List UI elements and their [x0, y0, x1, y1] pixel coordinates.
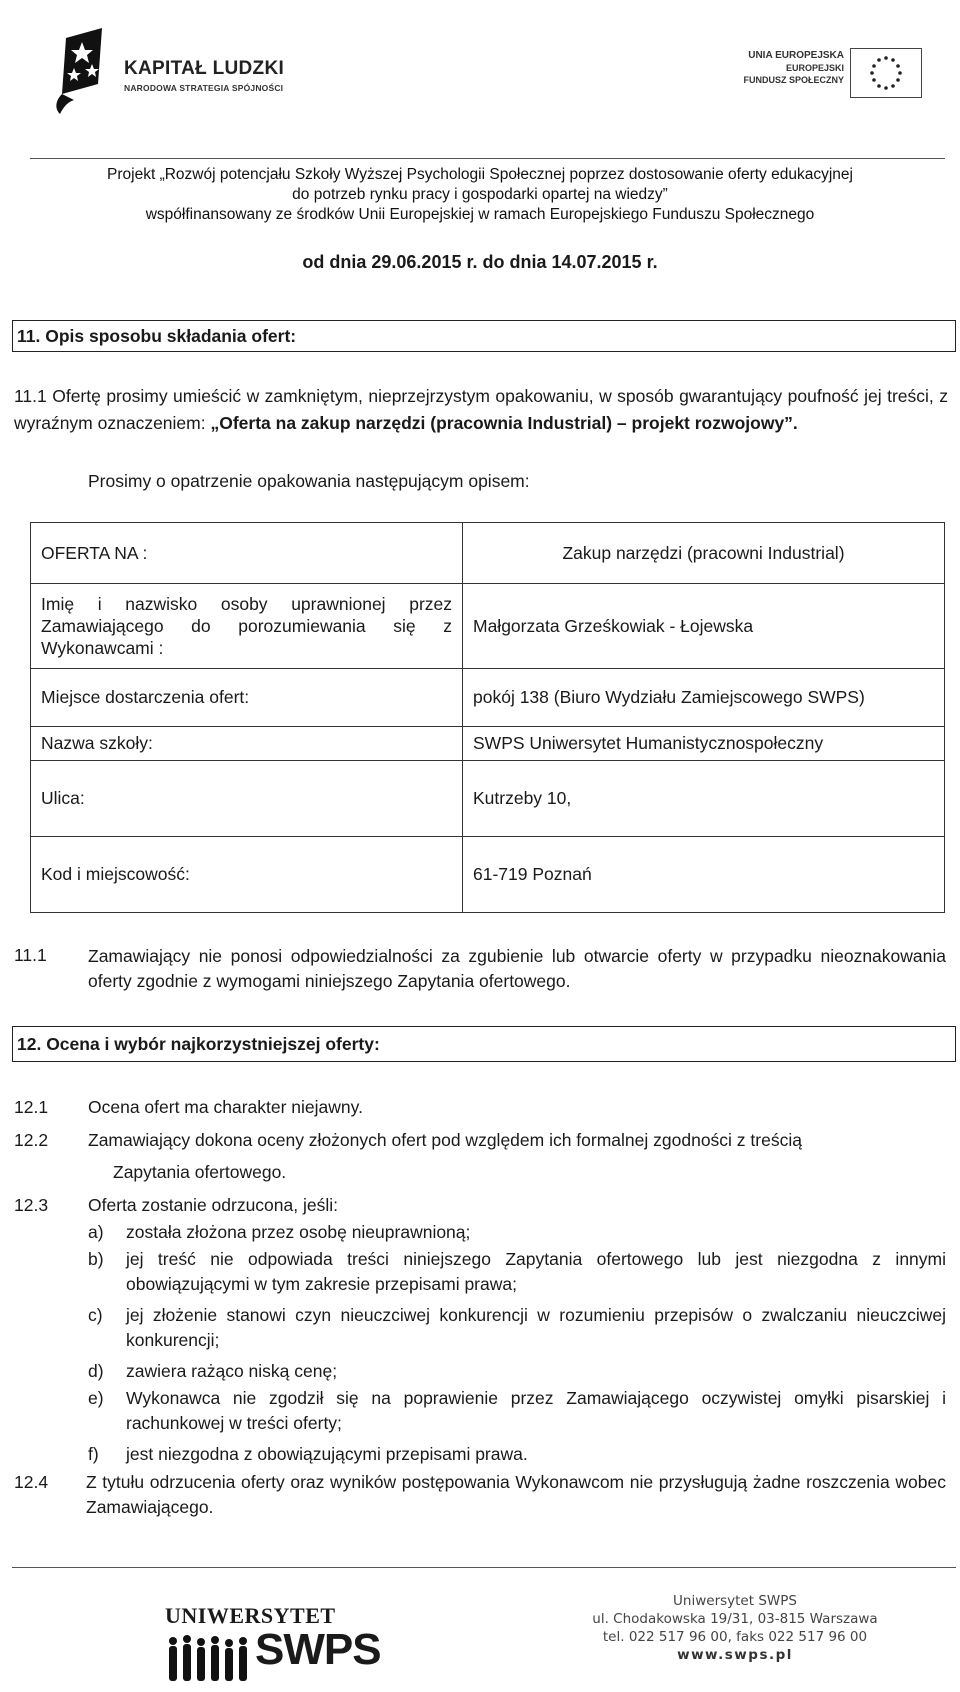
table-cell-label: Miejsce dostarczenia ofert: [31, 669, 463, 727]
swps-logo-top-text: UNIWERSYTET [165, 1603, 336, 1628]
list-item-letter: e) [88, 1388, 104, 1408]
eu-line-1: UNIA EUROPEJSKA [748, 50, 844, 61]
item-number: 12.1 [14, 1097, 49, 1117]
list-item [88, 1303, 946, 1359]
list-item-letter: a) [88, 1222, 104, 1242]
item-text: Zamawiający nie ponosi odpowiedzialności za zgubienie lub otwarcie oferty w przypadku nieoznakowania oferty zgodnie z wymogami niniejszego Zapytania ofertowego. [88, 946, 946, 991]
table-cell-label: OFERTA NA : [31, 523, 463, 584]
footer-phone: tel. 022 517 96 00, faks 022 517 96 00 [602, 1629, 868, 1645]
eu-line-3: FUNDUSZ SPOŁECZNY [743, 75, 844, 85]
offer-label-text: „Oferta na zakup narzędzi (pracownia Industrial) – projekt rozwojowy”. [210, 413, 798, 433]
project-line-2: do potrzeb rynku pracy i gospodarki opartej na wiedzy” [292, 186, 668, 203]
table-cell-label: Ulica: [31, 761, 463, 837]
list-item-text: Wykonawca nie zgodził się na poprawienie przez Zamawiającego oczywistej omyłki pisarskiej i rachunkowej w treści oferty; [126, 1388, 946, 1433]
kapital-ludzki-logo [52, 28, 312, 118]
table-cell-value: Małgorzata Grześkowiak - Łojewska [463, 584, 945, 669]
footer-address [560, 1592, 910, 1664]
footer-website-link[interactable]: www.swps.pl [677, 1647, 793, 1663]
item-number: 12.4 [14, 1472, 49, 1492]
table-row [31, 584, 945, 669]
table-row [31, 523, 945, 584]
table-row [31, 727, 945, 761]
packaging-instruction: Prosimy o opatrzenie opakowania następującym opisem: [88, 471, 530, 491]
table-cell-label: Kod i miejscowość: [31, 837, 463, 913]
item-number: 12.3 [14, 1195, 49, 1215]
people-silhouettes-icon [165, 1633, 253, 1683]
project-line-1: Projekt „Rozwój potencjału Szkoły Wyższej Psychologii Społecznej poprzez dostosowanie oferty edukacyjnej [107, 166, 853, 183]
offer-label-table [30, 522, 945, 913]
kapital-ludzki-emblem-icon [52, 28, 110, 116]
list-item-letter: f) [88, 1444, 99, 1464]
item-text-continued: Zapytania ofertowego. [113, 1162, 287, 1182]
list-item-letter: d) [88, 1361, 104, 1381]
project-line-3: współfinansowany ze środków Unii Europejskiej w ramach Europejskiego Funduszu Społecznego [145, 206, 815, 223]
rejection-conditions-list [88, 1220, 946, 1469]
item-text: Z tytułu odrzucenia oferty oraz wyników postępowania Wykonawcom nie przysługują żadne roszczenia wobec Zamawiającego. [86, 1472, 946, 1517]
list-item [88, 1359, 946, 1386]
kapital-ludzki-title: KAPITAŁ LUDZKI [124, 58, 285, 79]
list-item-letter: c) [88, 1305, 103, 1325]
eu-flag-icon [850, 48, 922, 98]
swps-logo [165, 1603, 381, 1683]
item-text: Zamawiający dokona oceny złożonych ofert pod względem ich formalnej zgodności z treścią [88, 1130, 802, 1150]
table-cell-value: pokój 138 (Biuro Wydziału Zamiejscowego SWPS) [463, 669, 945, 727]
eu-line-2: EUROPEJSKI [785, 63, 844, 73]
footer-divider [12, 1567, 956, 1568]
item-number: 12.2 [14, 1130, 49, 1150]
table-row [31, 761, 945, 837]
eu-logo-text [743, 50, 844, 86]
table-cell-value: Zakup narzędzi (pracowni Industrial) [463, 523, 945, 584]
table-cell-label: Nazwa szkoły: [31, 727, 463, 761]
table-row [31, 669, 945, 727]
table-cell-value: Kutrzeby 10, [463, 761, 945, 837]
table-cell-value: 61-719 Poznań [463, 837, 945, 913]
footer-street: ul. Chodakowska 19/31, 03-815 Warszawa [592, 1611, 878, 1627]
table-row [31, 837, 945, 913]
section-11-heading [12, 320, 956, 352]
swps-logo-big-text: SWPS [255, 1625, 381, 1674]
item-text: Ocena ofert ma charakter niejawny. [88, 1097, 363, 1117]
section-12-heading [12, 1026, 956, 1062]
section-11-paragraph [14, 383, 948, 437]
list-item [88, 1386, 946, 1442]
list-item [88, 1247, 946, 1303]
table-cell-value: SWPS Uniwersytet Humanistycznospołeczny [463, 727, 945, 761]
item-number: 11.1 [14, 945, 47, 965]
list-item-text: jest niezgodna z obowiązującymi przepisami prawa. [126, 1444, 528, 1464]
list-item [88, 1220, 946, 1247]
section-11-para-text: 11.1 Ofertę prosimy umieścić w zamkniętym, nieprzejrzystym opakowaniu, w sposób gwarantujący poufność jej treści, z wyraźnym oznaczeniem: [14, 386, 948, 433]
list-item-text: zawiera rażąco niską cenę; [126, 1361, 338, 1381]
date-range: od dnia 29.06.2015 r. do dnia 14.07.2015 r. [302, 252, 658, 272]
footer-university: Uniwersytet SWPS [673, 1593, 797, 1609]
item-text: Oferta zostanie odrzucona, jeśli: [88, 1195, 338, 1215]
list-item-letter: b) [88, 1249, 104, 1269]
header-divider [30, 158, 945, 159]
list-item [88, 1442, 946, 1469]
eu-logo [742, 44, 922, 100]
table-cell-label: Imię i nazwisko osoby uprawnionej przez Zamawiającego do porozumiewania się z Wykonawcami : [31, 584, 463, 669]
section-12-title: 12. Ocena i wybór najkorzystniejszej oferty: [17, 1034, 380, 1054]
section-11-title: 11. Opis sposobu składania ofert: [17, 326, 297, 346]
list-item-text: jej złożenie stanowi czyn nieuczciwej konkurencji w rozumieniu przepisów o zwalczaniu nieuczciwej konkurencji; [126, 1305, 946, 1350]
list-item-text: została złożona przez osobę nieuprawnioną; [126, 1222, 471, 1242]
kapital-ludzki-subtitle: NARODOWA STRATEGIA SPÓJNOŚCI [124, 83, 284, 93]
list-item-text: jej treść nie odpowiada treści niniejszego Zapytania ofertowego lub jest niezgodna z innymi obowiązującymi w tym zakresie przepisami prawa; [126, 1249, 946, 1294]
